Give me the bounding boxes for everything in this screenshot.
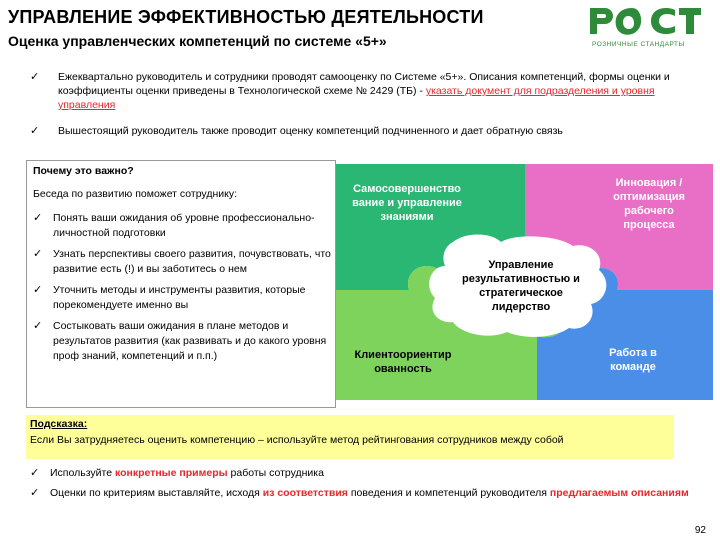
bullet-emphasis: из соответствия bbox=[262, 487, 348, 499]
puzzle-label-top-left: вание и управление bbox=[352, 197, 462, 209]
bullet-text: работы сотрудника bbox=[227, 467, 324, 479]
puzzle-label-top-right: процесса bbox=[623, 219, 675, 231]
why-title: Почему это важно? bbox=[33, 165, 134, 177]
list-item bbox=[33, 283, 333, 313]
why-item-text: Узнать перспективы своего развития, почувствовать, что развитие есть (!) и вы заботитесь о нем bbox=[53, 248, 331, 275]
hint-text: Если Вы затрудняетесь оценить компетенцию – используйте метод рейтингования сотрудников между собой bbox=[30, 434, 564, 446]
checkmark-icon: ✓ bbox=[33, 248, 43, 260]
puzzle-label-bottom-right: команде bbox=[610, 361, 656, 373]
why-important-box bbox=[26, 160, 336, 408]
checkmark-icon: ✓ bbox=[33, 284, 43, 296]
bullet-emphasis: предлагаемым описаниям bbox=[549, 487, 689, 499]
hint-title: Подсказка: bbox=[30, 418, 88, 430]
top-bullet-item bbox=[30, 124, 700, 138]
why-list bbox=[33, 211, 333, 370]
puzzle-label-center: лидерство bbox=[491, 301, 551, 313]
puzzle-label-center: результативностью и bbox=[462, 273, 580, 285]
page-subtitle: Оценка управленческих компетенций по системе «5+» bbox=[8, 33, 387, 49]
checkmark-icon: ✓ bbox=[33, 320, 43, 332]
checkmark-icon: ✓ bbox=[30, 125, 40, 137]
list-item bbox=[33, 211, 333, 241]
top-bullet-item bbox=[30, 70, 700, 112]
checkmark-icon: ✓ bbox=[30, 487, 40, 499]
list-item bbox=[33, 319, 333, 364]
puzzle-piece-center bbox=[429, 235, 606, 337]
top-bullet-red-note: указать документ для подразделения и уровня управления bbox=[58, 85, 655, 111]
checkmark-icon: ✓ bbox=[30, 467, 40, 479]
competency-puzzle bbox=[315, 162, 713, 402]
puzzle-label-bottom-right: Работа в bbox=[609, 347, 657, 359]
top-bullet-text: Вышестоящий руководитель также проводит оценку компетенций подчиненного и дает обратную связь bbox=[58, 125, 563, 137]
bullet-text: Оценки по критериям выставляйте, исходя bbox=[50, 487, 263, 499]
puzzle-label-bottom-left: ованность bbox=[374, 363, 432, 375]
bullet-text: поведения и компетенций руководителя bbox=[347, 487, 550, 499]
bottom-bullet-item bbox=[30, 466, 700, 480]
top-bullet-text: Ежеквартально руководитель и сотрудники проводят самооценку по Системе «5+». Описания компетенций, формы оценки и коэффициенты оценки приведены в Технологической схеме № 2429 (ТБ) - bbox=[58, 71, 670, 97]
hint-box bbox=[26, 415, 674, 459]
puzzle-label-top-right: Инновация / bbox=[615, 177, 683, 189]
bottom-bullet-list bbox=[30, 466, 700, 506]
why-item-text: Понять ваши ожидания об уровне профессионально-личностной подготовки bbox=[53, 212, 315, 239]
puzzle-label-top-right: рабочего bbox=[624, 205, 674, 217]
bullet-text: Используйте bbox=[50, 467, 115, 479]
puzzle-label-top-right: оптимизация bbox=[613, 191, 685, 203]
checkmark-icon: ✓ bbox=[33, 212, 43, 224]
page-title: УПРАВЛЕНИЕ ЭФФЕКТИВНОСТЬЮ ДЕЯТЕЛЬНОСТИ bbox=[8, 7, 484, 27]
bottom-bullet-item bbox=[30, 486, 700, 500]
top-bullet-list bbox=[30, 70, 700, 150]
bullet-emphasis: конкретные примеры bbox=[114, 467, 228, 479]
why-intro: Беседа по развитию поможет сотруднику: bbox=[33, 188, 237, 200]
puzzle-label-center: стратегическое bbox=[479, 287, 563, 299]
puzzle-label-top-left: Самосовершенство bbox=[353, 183, 461, 195]
puzzle-label-bottom-left: Клиентоориентир bbox=[354, 349, 452, 361]
checkmark-icon: ✓ bbox=[30, 71, 40, 83]
rost-logo bbox=[588, 4, 714, 50]
page-number: 92 bbox=[694, 525, 706, 536]
list-item bbox=[33, 247, 333, 277]
puzzle-label-top-left: знаниями bbox=[380, 211, 434, 223]
why-item-text: Уточнить методы и инструменты развития, которые порекомендуете именно вы bbox=[53, 284, 306, 311]
puzzle-label-center: Управление bbox=[488, 259, 554, 271]
logo-tagline: РОЗНИЧНЫЕ СТАНДАРТЫ bbox=[592, 41, 685, 48]
why-item-text: Состыковать ваши ожидания в плане методов и результатов развития (как развивать и до какого уровня проф знаний, компетенций и п.п.) bbox=[53, 320, 327, 362]
